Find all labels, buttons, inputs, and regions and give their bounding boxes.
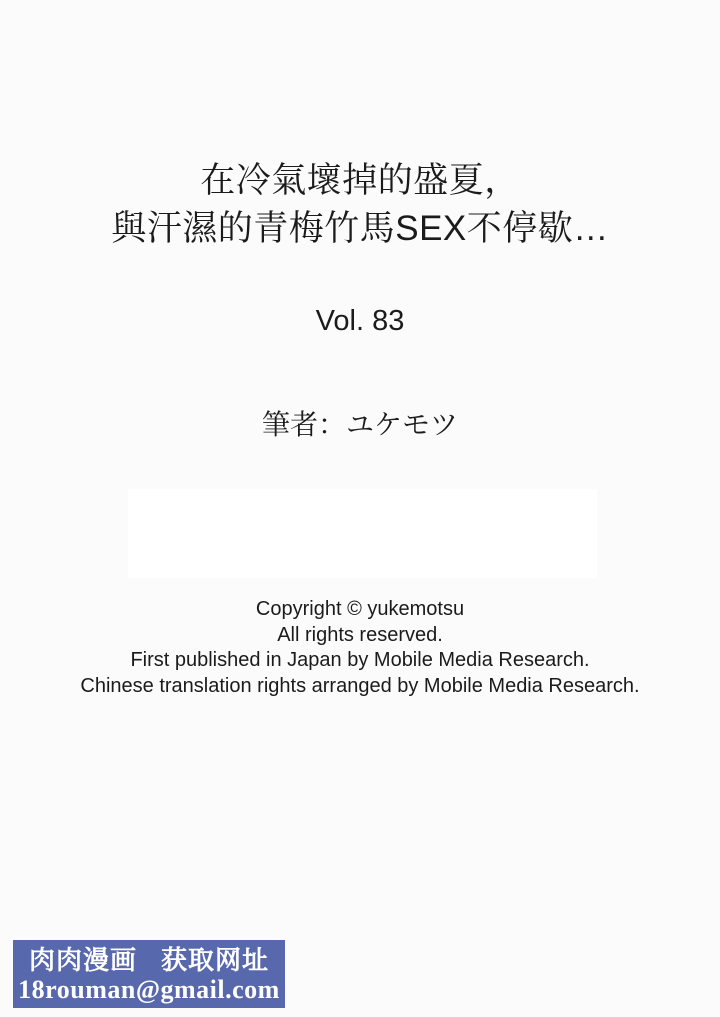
copyright-block — [0, 597, 720, 699]
chapter-title — [0, 157, 720, 253]
cleaned-blank-area — [128, 489, 597, 578]
chapter-title-line2: 與汗濕的青梅竹馬SEX不停歇… — [111, 209, 609, 248]
watermark-badge — [13, 940, 285, 1008]
volume-number: Vol. 83 — [315, 305, 405, 337]
copyright-line: Copyright © yukemotsu — [255, 598, 465, 620]
watermark-email: 18rouman@gmail.com — [18, 975, 280, 1004]
copyright-line: First published in Japan by Mobile Media Research. — [130, 649, 590, 671]
watermark-site-label: 获取网址 — [161, 945, 270, 975]
chapter-title-line1: 在冷氣壞掉的盛夏， — [200, 161, 520, 200]
author-line: 筆者：ユケモツ — [261, 409, 458, 440]
copyright-line: Chinese translation rights arranged by Mobile Media Research. — [80, 674, 640, 697]
watermark-site-line — [13, 945, 285, 975]
watermark-site-name: 肉肉漫画 — [28, 945, 137, 975]
copyright-line: All rights reserved. — [277, 623, 443, 646]
